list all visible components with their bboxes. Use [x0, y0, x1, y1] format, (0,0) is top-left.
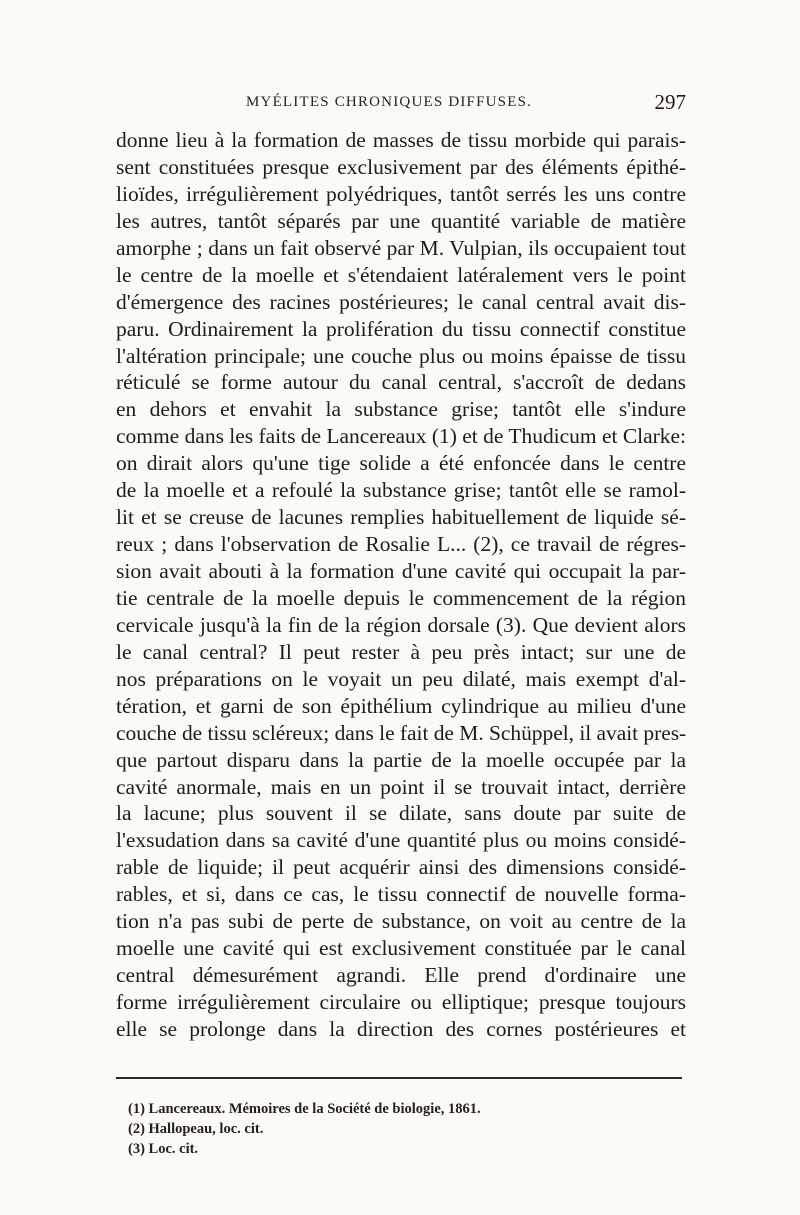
text-line: l'exsudation dans sa cavité d'une quantité plus ou moins considé- — [116, 828, 686, 853]
text-line: lit et se creuse de lacunes remplies habituellement de liquide sé- — [116, 505, 686, 530]
text-line: rable de liquide; il peut acquérir ainsi des dimensions considé- — [116, 855, 686, 880]
footnotes — [128, 1099, 688, 1159]
text-line: le canal central? Il peut rester à peu près intact; sur une de — [116, 639, 686, 664]
text-line: d'émergence des racines postérieures; le canal central avait dis- — [116, 289, 686, 314]
text-line: nos préparations on le voyait un peu dilaté, mais exempt d'al- — [116, 666, 686, 691]
text-line: réticulé se forme autour du canal central, s'accroît de dedans — [116, 370, 686, 395]
text-line: reux ; dans l'observation de Rosalie L... (2), ce travail de régres- — [116, 532, 686, 557]
text-line: sent constituées presque exclusivement par des éléments épithé- — [116, 154, 686, 179]
footnote: (2) Hallopeau, loc. cit. — [128, 1121, 264, 1137]
text-line: elle se prolonge dans la direction des cornes postérieures et — [116, 1016, 686, 1041]
running-title: MYÉLITES CHRONIQUES DIFFUSES. — [246, 94, 533, 110]
text-line: central démesurément agrandi. Elle prend d'ordinaire une — [116, 963, 686, 988]
text-line: tion n'a pas subi de perte de substance, on voit au centre de la — [116, 909, 686, 934]
text-line: tie centrale de la moelle depuis le commencement de la région — [116, 585, 686, 610]
text-line: forme irrégulièrement circulaire ou elliptique; presque toujours — [116, 990, 686, 1014]
text-line: moelle une cavité qui est exclusivement constituée par le canal — [116, 936, 686, 961]
text-line: comme dans les faits de Lancereaux (1) et de Thudicum et Clarke: — [116, 424, 686, 449]
text-line: donne lieu à la formation de masses de tissu morbide qui parais- — [116, 128, 686, 152]
text-line: tération, et garni de son épithélium cylindrique au milieu d'une — [116, 693, 686, 718]
text-line: l'altération principale; une couche plus ou moins épaisse de tissu — [116, 343, 686, 368]
text-line: les autres, tantôt séparés par une quantité variable de matière — [116, 208, 686, 233]
page-number: 297 — [654, 90, 686, 114]
footnote: (1) Lancereaux. Mémoires de la Société de biologie, 1861. — [128, 1101, 481, 1117]
text-line: sion avait abouti à la formation d'une cavité qui occupait la par- — [116, 559, 686, 583]
text-line: amorphe ; dans un fait observé par M. Vulpian, ils occupaient tout — [116, 235, 686, 260]
text-line: rables, et si, dans ce cas, le tissu connectif de nouvelle forma- — [116, 882, 686, 907]
text-line: que partout disparu dans la partie de la moelle occupée par la — [116, 747, 686, 772]
text-line: en dehors et envahit la substance grise; tantôt elle s'indure — [116, 397, 686, 422]
text-line: paru. Ordinairement la prolifération du tissu connectif constitue — [116, 316, 686, 341]
text-line: couche de tissu scléreux; dans le fait de M. Schüppel, il avait pres- — [116, 720, 686, 745]
text-line: lioïdes, irrégulièrement polyédriques, tantôt serrés les uns contre — [116, 181, 686, 206]
text-line: de la moelle et a refoulé la substance grise; tantôt elle se ramol- — [116, 478, 686, 503]
body-text — [116, 127, 686, 1043]
text-line: cervicale jusqu'à la fin de la région dorsale (3). Que devient alors — [116, 612, 686, 637]
page-header — [116, 90, 686, 120]
text-line: la lacune; plus souvent il se dilate, sans doute par suite de — [116, 801, 686, 826]
footnote-separator — [116, 1077, 682, 1079]
text-line: le centre de la moelle et s'étendaient latéralement vers le point — [116, 262, 686, 287]
text-line: cavité anormale, mais en un point il se trouvait intact, derrière — [116, 774, 686, 799]
text-line: on dirait alors qu'une tige solide a été enfoncée dans le centre — [116, 451, 686, 476]
footnote: (3) Loc. cit. — [128, 1141, 199, 1157]
